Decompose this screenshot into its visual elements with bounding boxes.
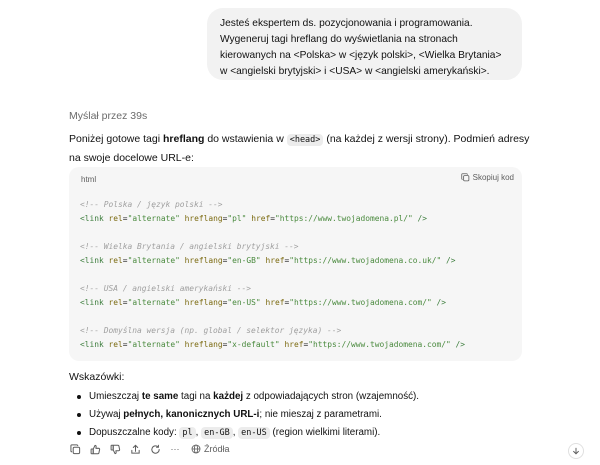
code-token: "alternate" bbox=[127, 340, 180, 349]
code-token: hreflang bbox=[184, 214, 223, 223]
copy-icon bbox=[461, 173, 470, 182]
tip-text: Umieszczaj bbox=[89, 391, 142, 402]
code-language-label: html bbox=[81, 175, 97, 184]
regenerate-button[interactable] bbox=[149, 443, 161, 455]
inline-code: <head> bbox=[287, 134, 324, 146]
tip-bold: pełnych, kanonicznych URL-i bbox=[123, 409, 260, 420]
code-hreflang-value: en-US bbox=[232, 298, 256, 307]
user-message-bubble bbox=[207, 8, 522, 80]
code-token: rel bbox=[108, 298, 123, 307]
code-token: "alternate" bbox=[127, 298, 180, 307]
code-block bbox=[69, 167, 522, 361]
response-intro bbox=[69, 130, 534, 167]
intro-text: do wstawienia w bbox=[204, 133, 287, 145]
copy-code-label: Skopiuj kod bbox=[472, 173, 514, 182]
code-token: rel bbox=[108, 256, 123, 265]
code-token: /> bbox=[436, 298, 447, 307]
user-message-text: Jesteś ekspertem ds. pozycjonowania i programowania. Wygeneruj tagi hreflang do wyświetlania na stronach kierowanych na <Polska> w <język polski>, <Wielka Brytania> w <angielski brytyjski> i <USA> w <angielski amerykański>. bbox=[220, 18, 502, 77]
code-token: rel bbox=[108, 340, 123, 349]
code-hreflang-value: x-default bbox=[232, 340, 275, 349]
share-button[interactable] bbox=[129, 443, 141, 455]
sources-button[interactable] bbox=[191, 444, 230, 454]
copy-code-button[interactable] bbox=[461, 173, 514, 182]
tip-bold: każdej bbox=[213, 391, 244, 402]
code-token: href bbox=[265, 298, 285, 307]
code-hreflang-value: en-GB bbox=[232, 256, 256, 265]
code-token: hreflang bbox=[184, 340, 223, 349]
code-token: /> bbox=[446, 256, 456, 265]
code-comment: <!-- Polska / język polski --> bbox=[80, 200, 223, 209]
code-comment: <!-- Domyślna wersja (np. global / selektor języka) --> bbox=[80, 326, 342, 335]
arrow-down-icon bbox=[572, 447, 580, 455]
thumbs-down-button[interactable] bbox=[109, 443, 121, 455]
message-action-bar bbox=[69, 442, 230, 456]
code-comment: <!-- USA / angielski amerykański --> bbox=[80, 284, 252, 293]
intro-bold: hreflang bbox=[162, 133, 205, 145]
thumbs-down-icon bbox=[110, 444, 121, 455]
code-token: hreflang bbox=[184, 298, 223, 307]
code-token: /> bbox=[455, 340, 466, 349]
list-item bbox=[75, 388, 419, 406]
list-item bbox=[75, 406, 419, 424]
code-token: "alternate" bbox=[127, 256, 180, 265]
thinking-time-label[interactable]: Myślał przez 39s bbox=[69, 110, 148, 122]
share-icon bbox=[130, 444, 141, 455]
code-href-value: https://www.twojadomena.com/ bbox=[293, 298, 428, 307]
tip-text: , bbox=[195, 427, 202, 438]
inline-code: en-US bbox=[238, 427, 270, 439]
more-options-button[interactable] bbox=[169, 443, 181, 455]
code-token: href bbox=[251, 214, 271, 223]
tips-list bbox=[75, 388, 419, 442]
code-token: <link bbox=[80, 340, 104, 349]
globe-icon bbox=[191, 444, 201, 454]
code-href-value: https://www.twojadomena.co.uk/ bbox=[293, 256, 437, 265]
copy-icon bbox=[70, 444, 81, 455]
inline-code: en-GB bbox=[201, 427, 233, 439]
more-icon: ··· bbox=[170, 444, 180, 454]
code-hreflang-value: pl bbox=[232, 214, 242, 223]
tip-text: Dopuszczalne kody: bbox=[89, 427, 180, 438]
code-token: href bbox=[284, 340, 304, 349]
code-token: hreflang bbox=[184, 256, 223, 265]
thumbs-up-icon bbox=[90, 444, 101, 455]
tip-text: (region wielkimi literami). bbox=[269, 427, 381, 438]
code-token: <link bbox=[80, 214, 104, 223]
tip-text: ; nie mieszaj z parametrami. bbox=[259, 409, 382, 420]
sources-label: Źródła bbox=[204, 444, 230, 454]
refresh-icon bbox=[150, 444, 161, 455]
tip-text: , bbox=[232, 427, 239, 438]
thumbs-up-button[interactable] bbox=[89, 443, 101, 455]
code-href-value: https://www.twojadomena.com/ bbox=[312, 340, 447, 349]
code-href-value: https://www.twojadomena.pl/ bbox=[279, 214, 408, 223]
tip-text: tagi na bbox=[178, 391, 214, 402]
code-token: rel bbox=[108, 214, 123, 223]
intro-text: (na każdej z wersji strony). Podmień adresy na swoje docelowe URL-e: bbox=[69, 133, 530, 164]
code-token: /> bbox=[417, 214, 428, 223]
copy-response-button[interactable] bbox=[69, 443, 81, 455]
code-content: <!-- Polska / język polski --> <link rel="alternate" hreflang="pl" href="https://www.twojadomena.pl/" /> <!-- Wielka Brytania / angielski brytyjski --> <link rel="alternate" hreflang="en-GB" href="https://www.twojadomena.co.uk/" /> <!-- USA / angielski amerykański --> <link rel="alternate" hreflang="en-US" href="https://www.twojadomena.com/" /> <!-- Domyślna wersja (np. global / selektor języka) --> <link rel="alternate" hreflang="x-default" href="https://www.twojadomena.com/" /> bbox=[80, 200, 466, 349]
code-token: href bbox=[265, 256, 285, 265]
list-item bbox=[75, 424, 419, 442]
tip-text: Używaj bbox=[89, 409, 124, 420]
tips-heading: Wskazówki: bbox=[69, 371, 125, 383]
scroll-down-button[interactable] bbox=[568, 443, 584, 459]
code-token: "alternate" bbox=[127, 214, 180, 223]
inline-code: pl bbox=[179, 427, 195, 439]
code-comment: <!-- Wielka Brytania / angielski brytyjski --> bbox=[80, 242, 299, 251]
intro-text: Poniżej gotowe tagi bbox=[69, 133, 163, 145]
tip-bold: te same bbox=[141, 391, 179, 402]
code-token: <link bbox=[80, 256, 104, 265]
tip-text: z odpowiadających stron (wzajemność). bbox=[243, 391, 420, 402]
code-token: <link bbox=[80, 298, 104, 307]
